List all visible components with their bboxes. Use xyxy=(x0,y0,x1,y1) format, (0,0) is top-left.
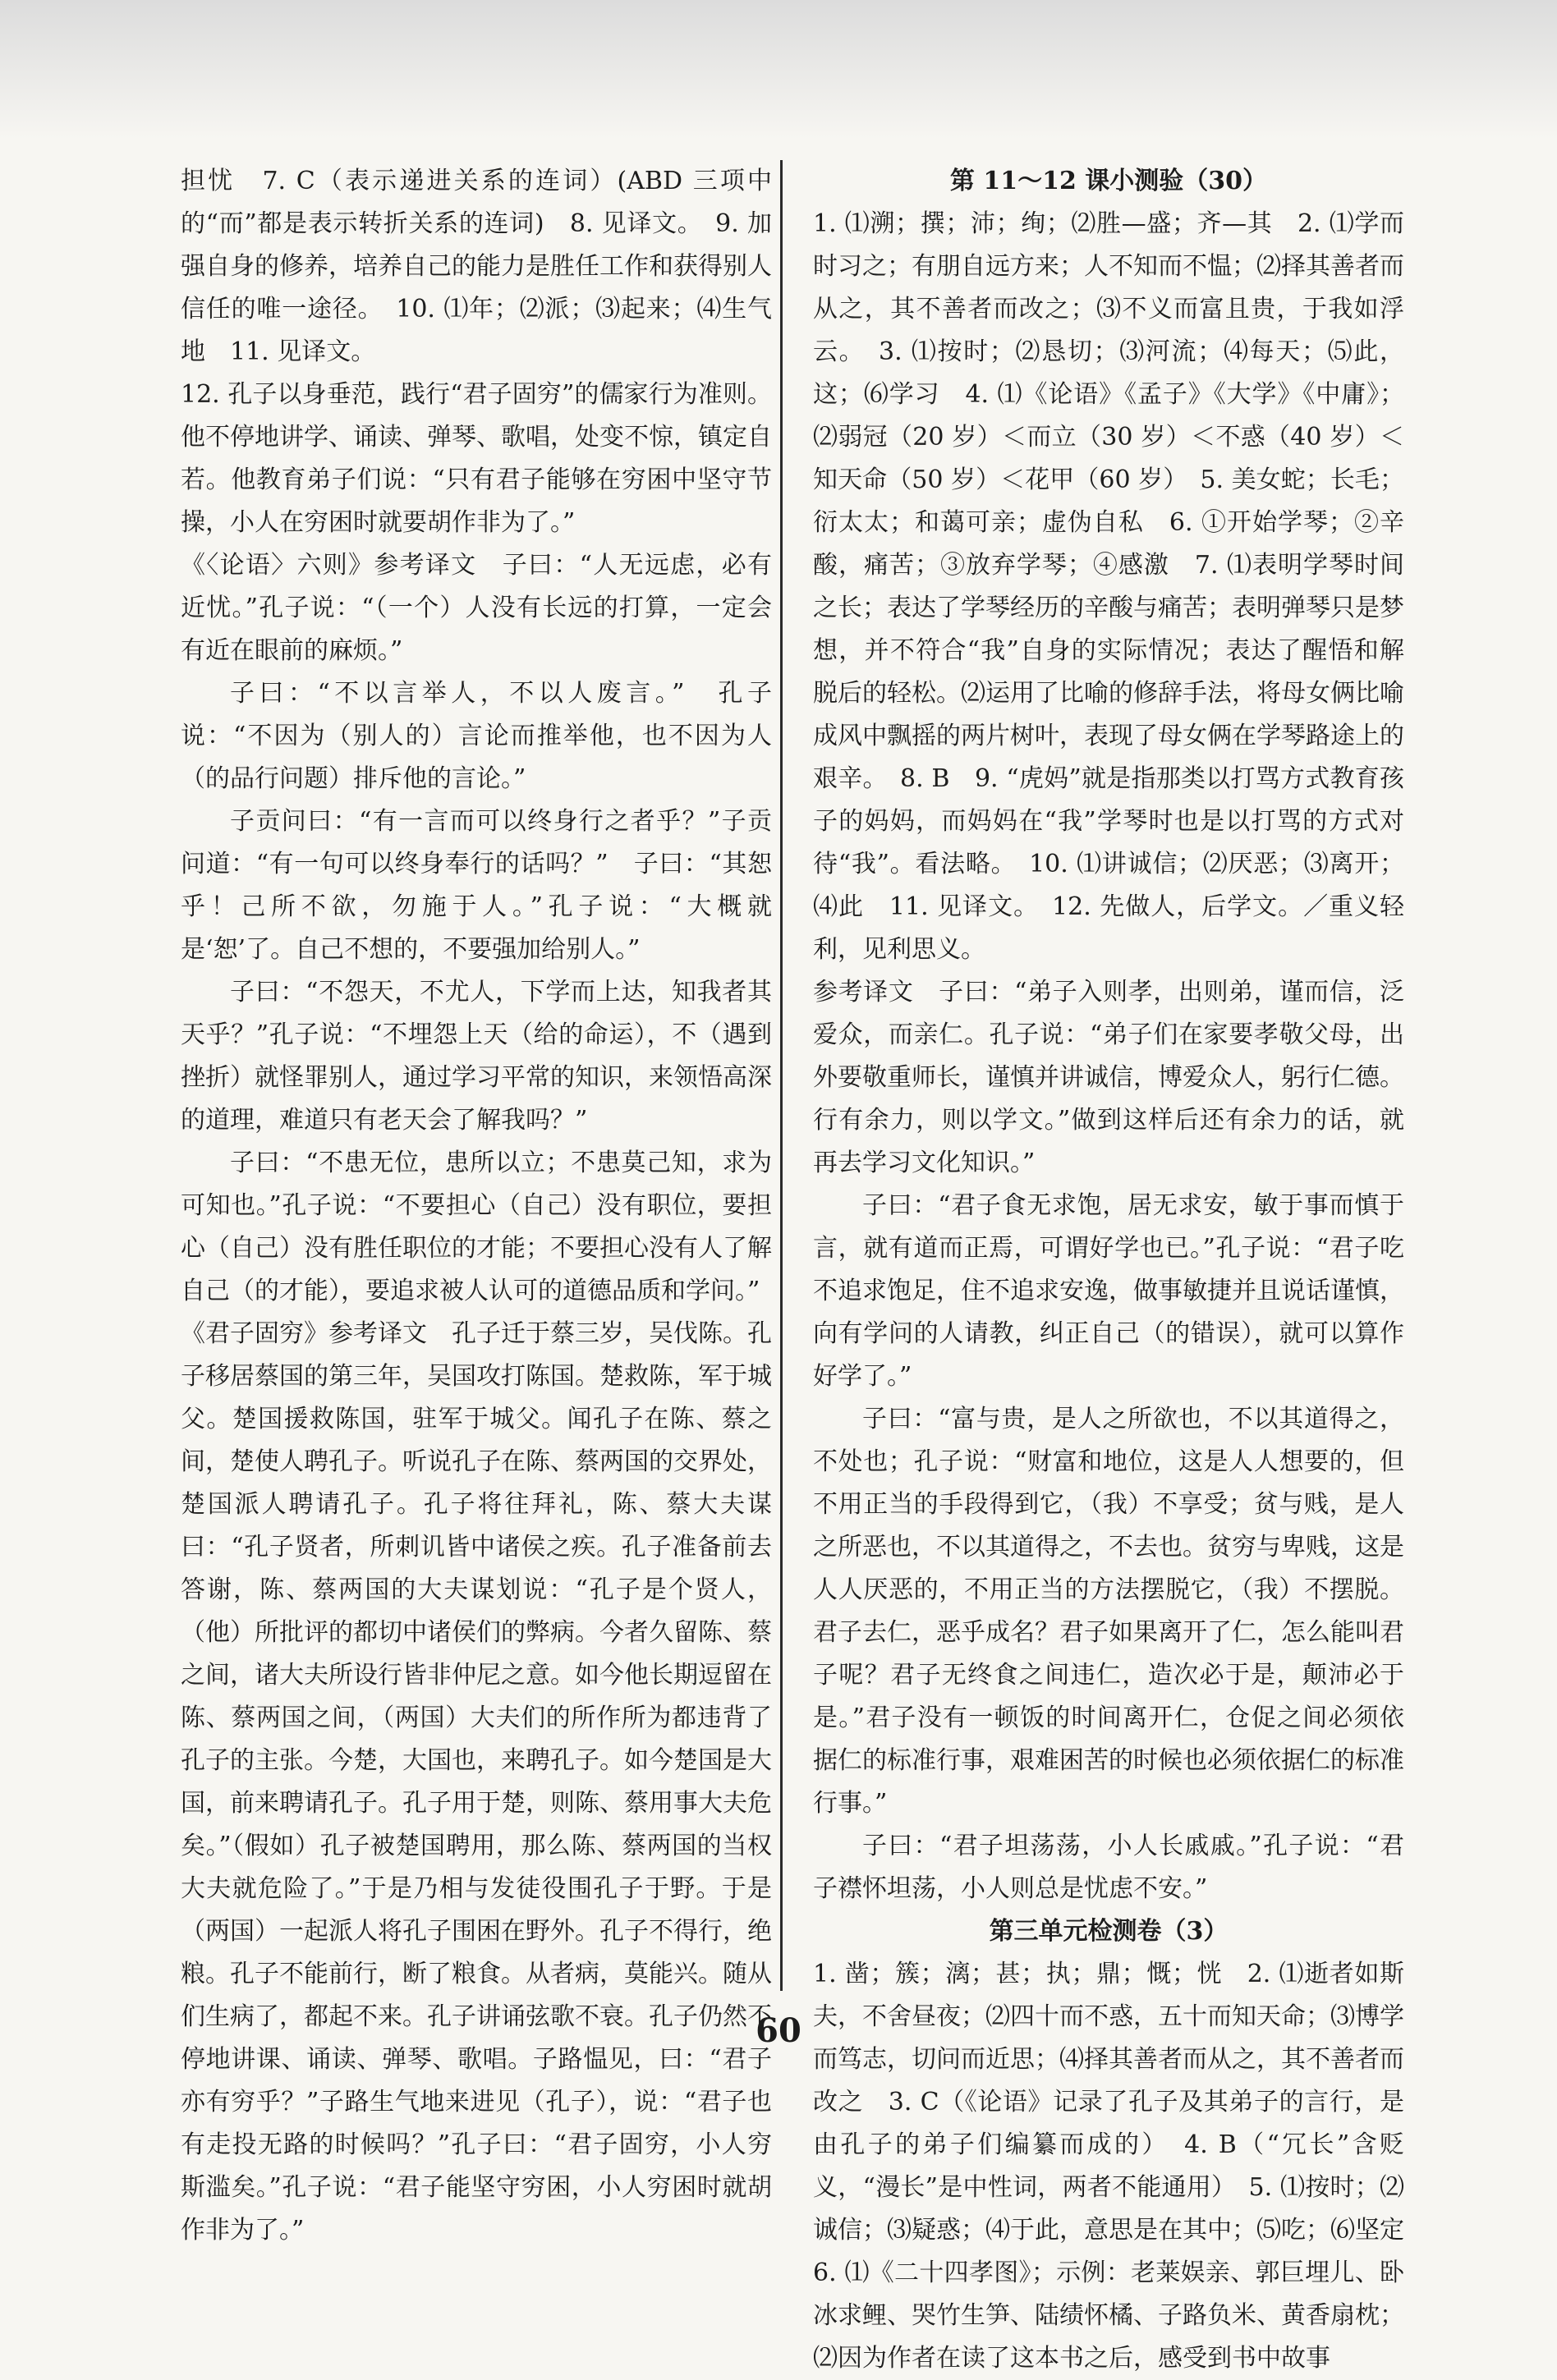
page-number: 60 xyxy=(756,2011,801,2050)
answer-paragraph: 1. ⑴溯；撰；沛；绚；⑵胜—盛；齐—其 2. ⑴学而时习之；有朋自远方来；人不知而不愠；⑵择其善者而从之，其不善者而改之；⑶不义而富且贵，于我如浮云。 3. ⑴按时；⑵恳切；⑶河流；⑷每天；⑸此，这；⑹学习 4. ⑴《论语》《孟子》《大学》《中庸》；⑵弱冠（20 岁）＜而立（30 岁）＜不惑（40 岁）＜知天命（50 岁）＜花甲（60 岁） 5. 美女蛇；长毛；衍太太；和蔼可亲；虚伪自私 6. ①开始学琴；②辛酸，痛苦；③放弃学琴；④感激 7. ⑴表明学琴时间之长；表达了学琴经历的辛酸与痛苦；表明弹琴只是梦想，并不符合“我”自身的实际情况；表达了醒悟和解脱后的轻松。⑵运用了比喻的修辞手法，将母女俩比喻成风中飘摇的两片树叶，表现了母女俩在学琴路途上的艰辛。 8. B 9. “虎妈”就是指那类以打骂方式教育孩子的妈妈，而妈妈在“我”学琴时也是以打骂的方式对待“我”。看法略。 10. ⑴讲诚信；⑵厌恶；⑶离开；⑷此 11. 见译文。 12. 先做人，后学文。／重义轻利，见利思义。 xyxy=(813,209,1404,964)
section-title: 第 11～12 课小测验（30） xyxy=(949,167,1268,195)
translation-paragraph: 子曰：“不怨天，不尤人，下学而上达，知我者其天乎？”孔子说：“不埋怨上天（给的命运），不（遇到挫折）就怪罪别人，通过学习平常的知识，来领悟高深的道理，难道只有老天会了解我吗？” xyxy=(181,978,772,1135)
translation-paragraph: 子曰：“富与贵，是人之所欲也，不以其道得之，不处也；孔子说：“财富和地位，这是人人想要的，但不用正当的手段得到它，（我）不享受；贫与贱，是人之所恶也，不以其道得之，不去也。贫穷与卑贱，这是人人厌恶的，不用正当的方法摆脱它，（我）不摆脱。君子去仁，恶乎成名？君子如果离开了仁，怎么能叫君子呢？君子无终食之间违仁，造次必于是，颠沛必于是。”君子没有一顿饭的时间离开仁，仓促之间必须依据仁的标准行事，艰难困苦的时候也必须依据仁的标准行事。” xyxy=(813,1405,1404,1818)
translation-paragraph: 参考译文 子曰：“弟子入则孝，出则弟，谨而信，泛爱众，而亲仁。孔子说：“弟子们在家要孝敬父母，出外要敬重师长，谨慎并讲诚信，博爱众人，躬行仁德。行有余力，则以学文。”做到这样后还有余力的话，就再去学习文化知识。” xyxy=(813,978,1404,1177)
section-title: 第三单元检测卷（3） xyxy=(989,1917,1229,1946)
answer-paragraph: 担忧 7. C（表示递进关系的连词）(ABD 三项中的“而”都是表示转折关系的连词) 8. 见译文。 9. 加强自身的修养，培养自己的能力是胜任工作和获得别人信任的唯一途径。 10. ⑴年；⑵派；⑶起来；⑷生气地 11. 见译文。 xyxy=(181,167,772,366)
translation-paragraph: 《君子固穷》参考译文 孔子迁于蔡三岁，吴伐陈。孔子移居蔡国的第三年，吴国攻打陈国。楚救陈，军于城父。楚国援救陈国，驻军于城父。闻孔子在陈、蔡之间，楚使人聘孔子。听说孔子在陈、蔡两国的交界处，楚国派人聘请孔子。孔子将往拜礼，陈、蔡大夫谋曰：“孔子贤者，所刺讥皆中诸侯之疾。孔子准备前去答谢，陈、蔡两国的大夫谋划说：“孔子是个贤人，（他）所批评的都切中诸侯们的弊病。今者久留陈、蔡之间，诸大夫所设行皆非仲尼之意。如今他长期逗留在陈、蔡两国之间，（两国）大夫们的所作所为都违背了孔子的主张。今楚，大国也，来聘孔子。如今楚国是大国，前来聘请孔子。孔子用于楚，则陈、蔡用事大夫危矣。”（假如）孔子被楚国聘用，那么陈、蔡两国的当权大夫就危险了。”于是乃相与发徒役围孔子于野。于是（两国）一起派人将孔子围困在野外。孔子不得行，绝粮。孔子不能前行，断了粮食。从者病，莫能兴。随从们生病了，都起不来。孔子讲诵弦歌不衰。孔子仍然不停地讲课、诵读、弹琴、歌唱。子路愠见，曰：“君子亦有穷乎？”子路生气地来进见（孔子），说：“君子也有走投无路的时候吗？”孔子曰：“君子固穷，小人穷斯滥矣。”孔子说：“君子能坚守穷困，小人穷困时就胡作非为了。” xyxy=(181,1319,772,2245)
translation-paragraph: 子曰：“君子食无求饱，居无求安，敏于事而慎于言，就有道而正焉，可谓好学也已。”孔子说：“君子吃不追求饱足，住不追求安逸，做事敏捷并且说话谨慎，向有学问的人请教，纠正自己（的错误），就可以算作好学了。” xyxy=(813,1191,1404,1391)
translation-paragraph: 子曰：“君子坦荡荡，小人长戚戚。”孔子说：“君子襟怀坦荡，小人则总是忧虑不安。” xyxy=(813,1832,1404,1903)
left-column xyxy=(181,160,772,2252)
translation-paragraph: 子曰：“不患无位，患所以立；不患莫己知，求为可知也。”孔子说：“不要担心（自己）没有职位，要担心（自己）没有胜任职位的才能；不要担心没有人了解自己（的才能），要追求被人认可的道德品质和学问。” xyxy=(181,1149,772,1305)
column-divider xyxy=(780,160,783,1991)
page-top-shade xyxy=(0,0,1557,140)
translation-paragraph: 《〈论语〉六则》参考译文 子曰：“人无远虑，必有近忧。”孔子说：“（一个）人没有长远的打算，一定会有近在眼前的麻烦。” xyxy=(181,551,772,665)
translation-paragraph: 子曰：“不以言举人，不以人废言。” 孔子说：“不因为（别人的）言论而推举他，也不因为人（的品行问题）排斥他的言论。” xyxy=(181,679,772,793)
answer-paragraph: 12. 孔子以身垂范，践行“君子固穷”的儒家行为准则。他不停地讲学、诵读、弹琴、歌唱，处变不惊，镇定自若。他教育弟子们说：“只有君子能够在穷困中坚守节操，小人在穷困时就要胡作非为了。” xyxy=(181,380,772,537)
answer-paragraph: 1. 凿；簇；漓；甚；执；鼎；慨；恍 2. ⑴逝者如斯夫，不舍昼夜；⑵四十而不惑，五十而知天命；⑶博学而笃志，切问而近思；⑷择其善者而从之，其不善者而改之 3. C（《论语》记录了孔子及其弟子的言行，是由孔子的弟子们编纂而成的） 4. B（“冗长”含贬义，“漫长”是中性词，两者不能通用） 5. ⑴按时；⑵诚信；⑶疑惑；⑷于此，意思是在其中；⑸吃；⑹坚定 6. ⑴《二十四孝图》；示例：老莱娱亲、郭巨埋儿、卧冰求鲤、哭竹生笋、陆绩怀橘、子路负米、黄香扇枕；⑵因为作者在读了这本书之后，感受到书中故事 xyxy=(813,1960,1429,2373)
translation-paragraph: 子贡问曰：“有一言而可以终身行之者乎？”子贡问道：“有一句可以终身奉行的话吗？” 子曰：“其恕乎！己所不欲，勿施于人。”孔子说：“大概就是‘恕’了。自己不想的，不要强加给别人。” xyxy=(181,807,772,964)
